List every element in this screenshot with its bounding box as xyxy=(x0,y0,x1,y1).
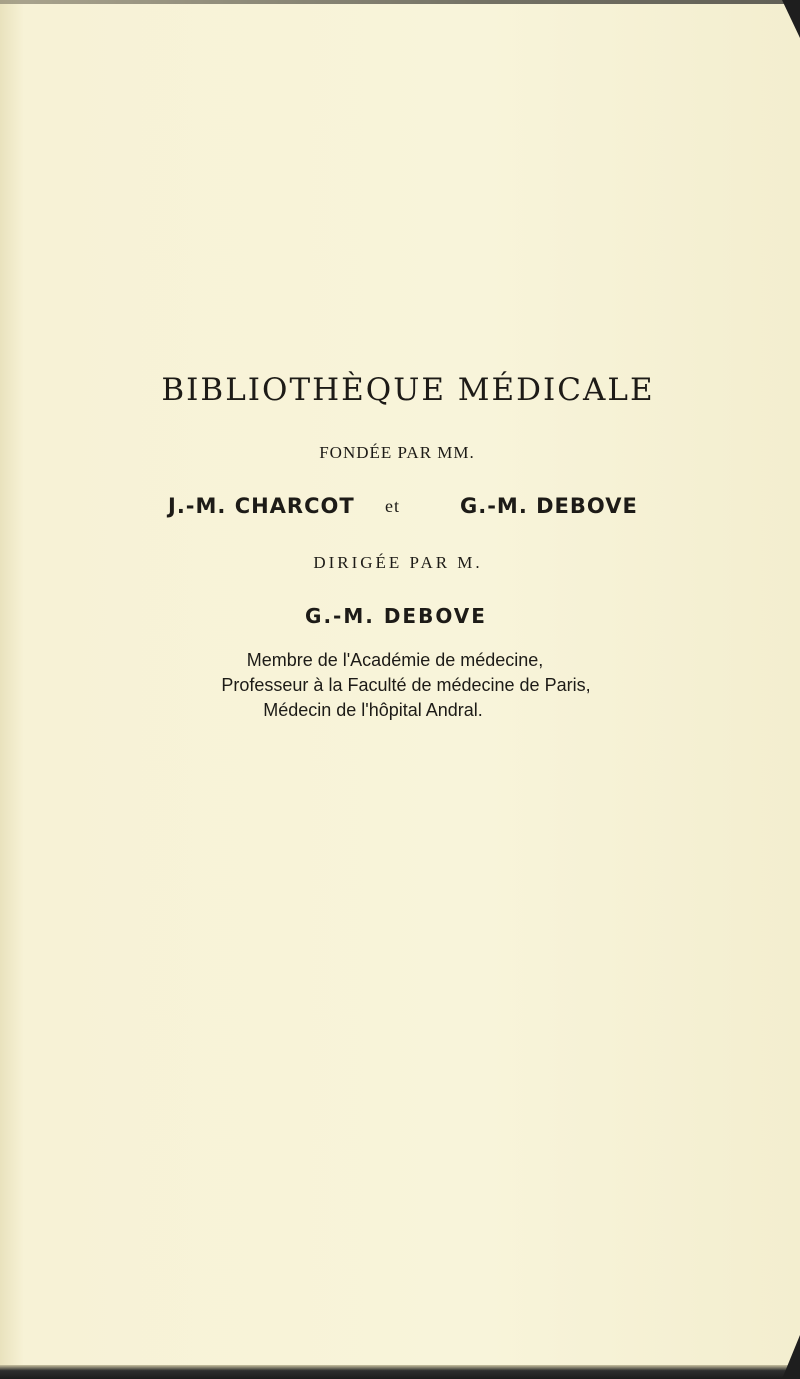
director-name: G.-M. DEBOVE xyxy=(305,604,487,628)
page-top-edge xyxy=(0,0,800,4)
director-title-academy: Membre de l'Académie de médecine, xyxy=(246,650,544,670)
director-title-physician: Médecin de l'hôpital Andral. xyxy=(263,700,483,720)
page-bottom-edge xyxy=(0,1365,800,1379)
founder-debove: G.-M. DEBOVE xyxy=(460,494,638,518)
founders-conjunction: et xyxy=(385,496,400,516)
director-title-professor: Professeur à la Faculté de médecine de Paris, xyxy=(221,675,591,695)
series-title: BIBLIOTHÈQUE MÉDICALE xyxy=(161,372,655,408)
page-corner-bottom-right xyxy=(782,1335,800,1379)
founders-line xyxy=(0,494,800,524)
directed-by-label: DIRIGÉE PAR M. xyxy=(313,553,483,572)
founder-charcot: J.-M. CHARCOT xyxy=(168,494,355,518)
page-corner-top-right xyxy=(782,0,800,38)
founded-by-label: FONDÉE PAR MM. xyxy=(319,443,475,462)
